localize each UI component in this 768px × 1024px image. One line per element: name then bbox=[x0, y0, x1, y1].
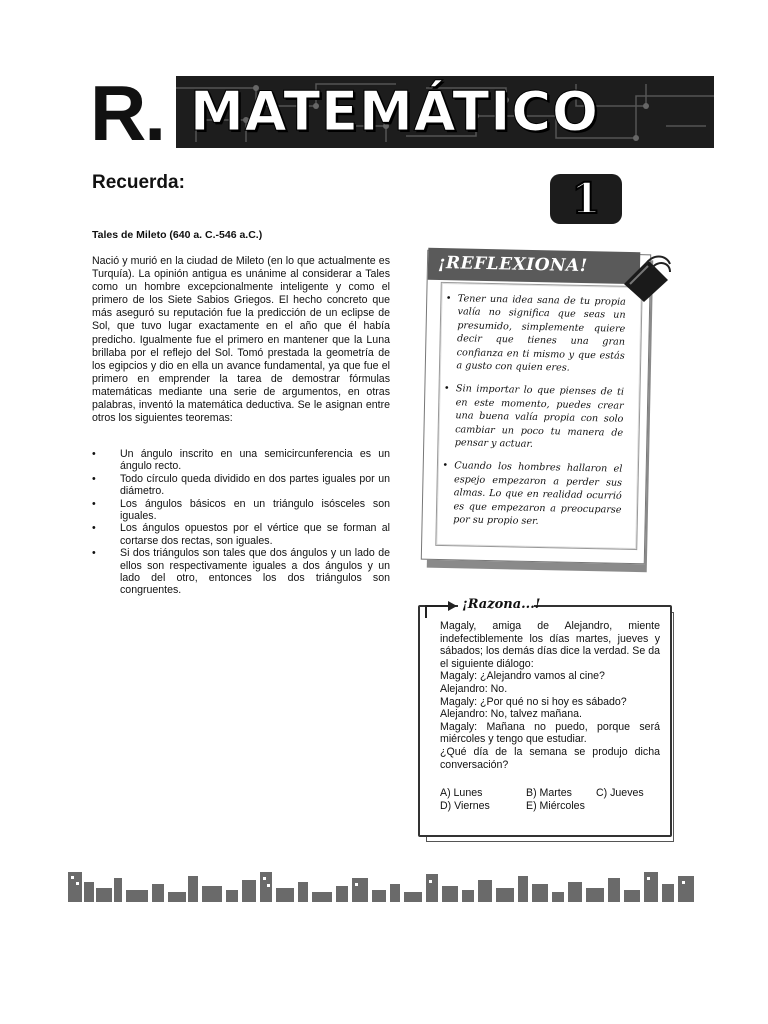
razona-title: ¡Razona...! bbox=[462, 597, 541, 612]
header-band bbox=[176, 76, 714, 148]
option-b: B) Martes bbox=[526, 787, 572, 799]
reflexiona-title: ¡REFLEXIONA! bbox=[437, 252, 588, 277]
bullet: • bbox=[445, 292, 452, 305]
option-d: D) Viernes bbox=[440, 800, 490, 812]
razona-tag bbox=[458, 595, 541, 615]
razona-line: Alejandro: No. bbox=[440, 682, 508, 695]
lesson-number: 1 bbox=[571, 174, 601, 223]
bullet: • bbox=[92, 497, 96, 510]
option-c: C) Jueves bbox=[596, 787, 644, 799]
list-item: • Los ángulos básicos en un triángulo isósceles son iguales. bbox=[92, 497, 390, 523]
bullet: • bbox=[92, 547, 96, 560]
theorem-list bbox=[92, 448, 390, 597]
list-item: • Sin importar lo que pienses de ti en este momento, puedes crear una buena valía propia con solo cambiar un poco tu manera de pensar y actuar. bbox=[443, 383, 625, 450]
bullet: • bbox=[92, 522, 96, 535]
razona-text bbox=[440, 620, 660, 771]
lesson-number-badge bbox=[550, 174, 622, 224]
reflexiona-tab bbox=[428, 248, 641, 284]
list-item: • Los ángulos opuestos por el vértice que se forman al cortarse dos rectas, son iguales. bbox=[92, 522, 390, 547]
razona-line: Magaly: ¿Alejandro vamos al cine? bbox=[440, 670, 605, 683]
tales-heading: Tales de Mileto (640 a. C.-546 a.C.) bbox=[92, 229, 263, 241]
bullet: • bbox=[92, 448, 96, 460]
bullet: • bbox=[92, 472, 96, 485]
option-e: E) Miércoles bbox=[526, 800, 585, 812]
city-skyline-icon bbox=[68, 868, 694, 902]
list-item: • Cuando los hombres hallaron el espejo empezaron a perder sus almas. Lo que en realidad ocurrió es que empezaron a preocuparse por su propio ser. bbox=[442, 460, 623, 528]
bullet: • bbox=[442, 460, 449, 472]
recuerda-label: Recuerda: bbox=[92, 172, 185, 193]
razona-line: ¿Qué día de la semana se produjo dicha conversación? bbox=[440, 745, 660, 771]
list-item: • Tener una idea sana de tu propia valía no significa que seas un presumido, simplemente quiere decir que tienes una gran confianza en ti mismo y que estás a gusto con quien eres. bbox=[445, 292, 626, 374]
razona-line: Magaly: ¿Por qué no si hoy es sábado? bbox=[440, 695, 627, 708]
list-item: • Si dos triángulos son tales que dos ángulos y un lado de ellos son respectivamente iguales a dos ángulos y un lado del otro, entonces los dos triángulos son congruentes. bbox=[92, 547, 390, 597]
binder-clip-icon bbox=[618, 254, 674, 304]
answer-options bbox=[440, 787, 660, 813]
arrow-right-icon bbox=[424, 598, 460, 620]
list-item: • Un ángulo inscrito en una semicircunferencia es un ángulo recto. bbox=[92, 448, 390, 473]
list-item: • Todo círculo queda dividido en dos partes iguales por un diámetro. bbox=[92, 472, 390, 498]
reflexiona-list bbox=[441, 292, 626, 540]
tales-paragraph: Nació y murió en la ciudad de Mileto (en lo que actualmente es Turquía). La opinión antigua es unánime al considerar a Tales como un hombre excepcionalmente inteligente y como el primero de los Siete Sabios Griegos. El hecho concreto que más aseguró su reputación fue la predicción de un eclipse de Sol, que tuvo lugar exactamente en el año que él había predicho. Igualmente fue el primero en mantener que la Luna brillaba por el reflejo del Sol. Tomó prestada la geometría de los egipcios y dio en ella un avance fundamental, ya que fue el primero en emprender la tarea de demostrar fórmulas matemáticas mediante una serie de argumentos, en otras palabras, inventó la matemática deductiva. Se le asignan entre otros los siguientes teoremas: bbox=[92, 255, 390, 425]
razona-line: Alejandro: No, talvez mañana. bbox=[440, 708, 582, 721]
header-title: MATEMÁTICO bbox=[190, 80, 599, 143]
razona-line: Magaly, amiga de Alejandro, miente indefectiblemente los días martes, jueves y sábados; los demás días dice la verdad. Se da el siguiente diálogo: bbox=[440, 620, 660, 670]
razona-line: Magaly: Mañana no puedo, porque será miércoles y tengo que estudiar. bbox=[440, 720, 660, 746]
header-prefix: R. bbox=[90, 69, 164, 157]
option-a: A) Lunes bbox=[440, 787, 483, 799]
bullet: • bbox=[443, 383, 450, 395]
